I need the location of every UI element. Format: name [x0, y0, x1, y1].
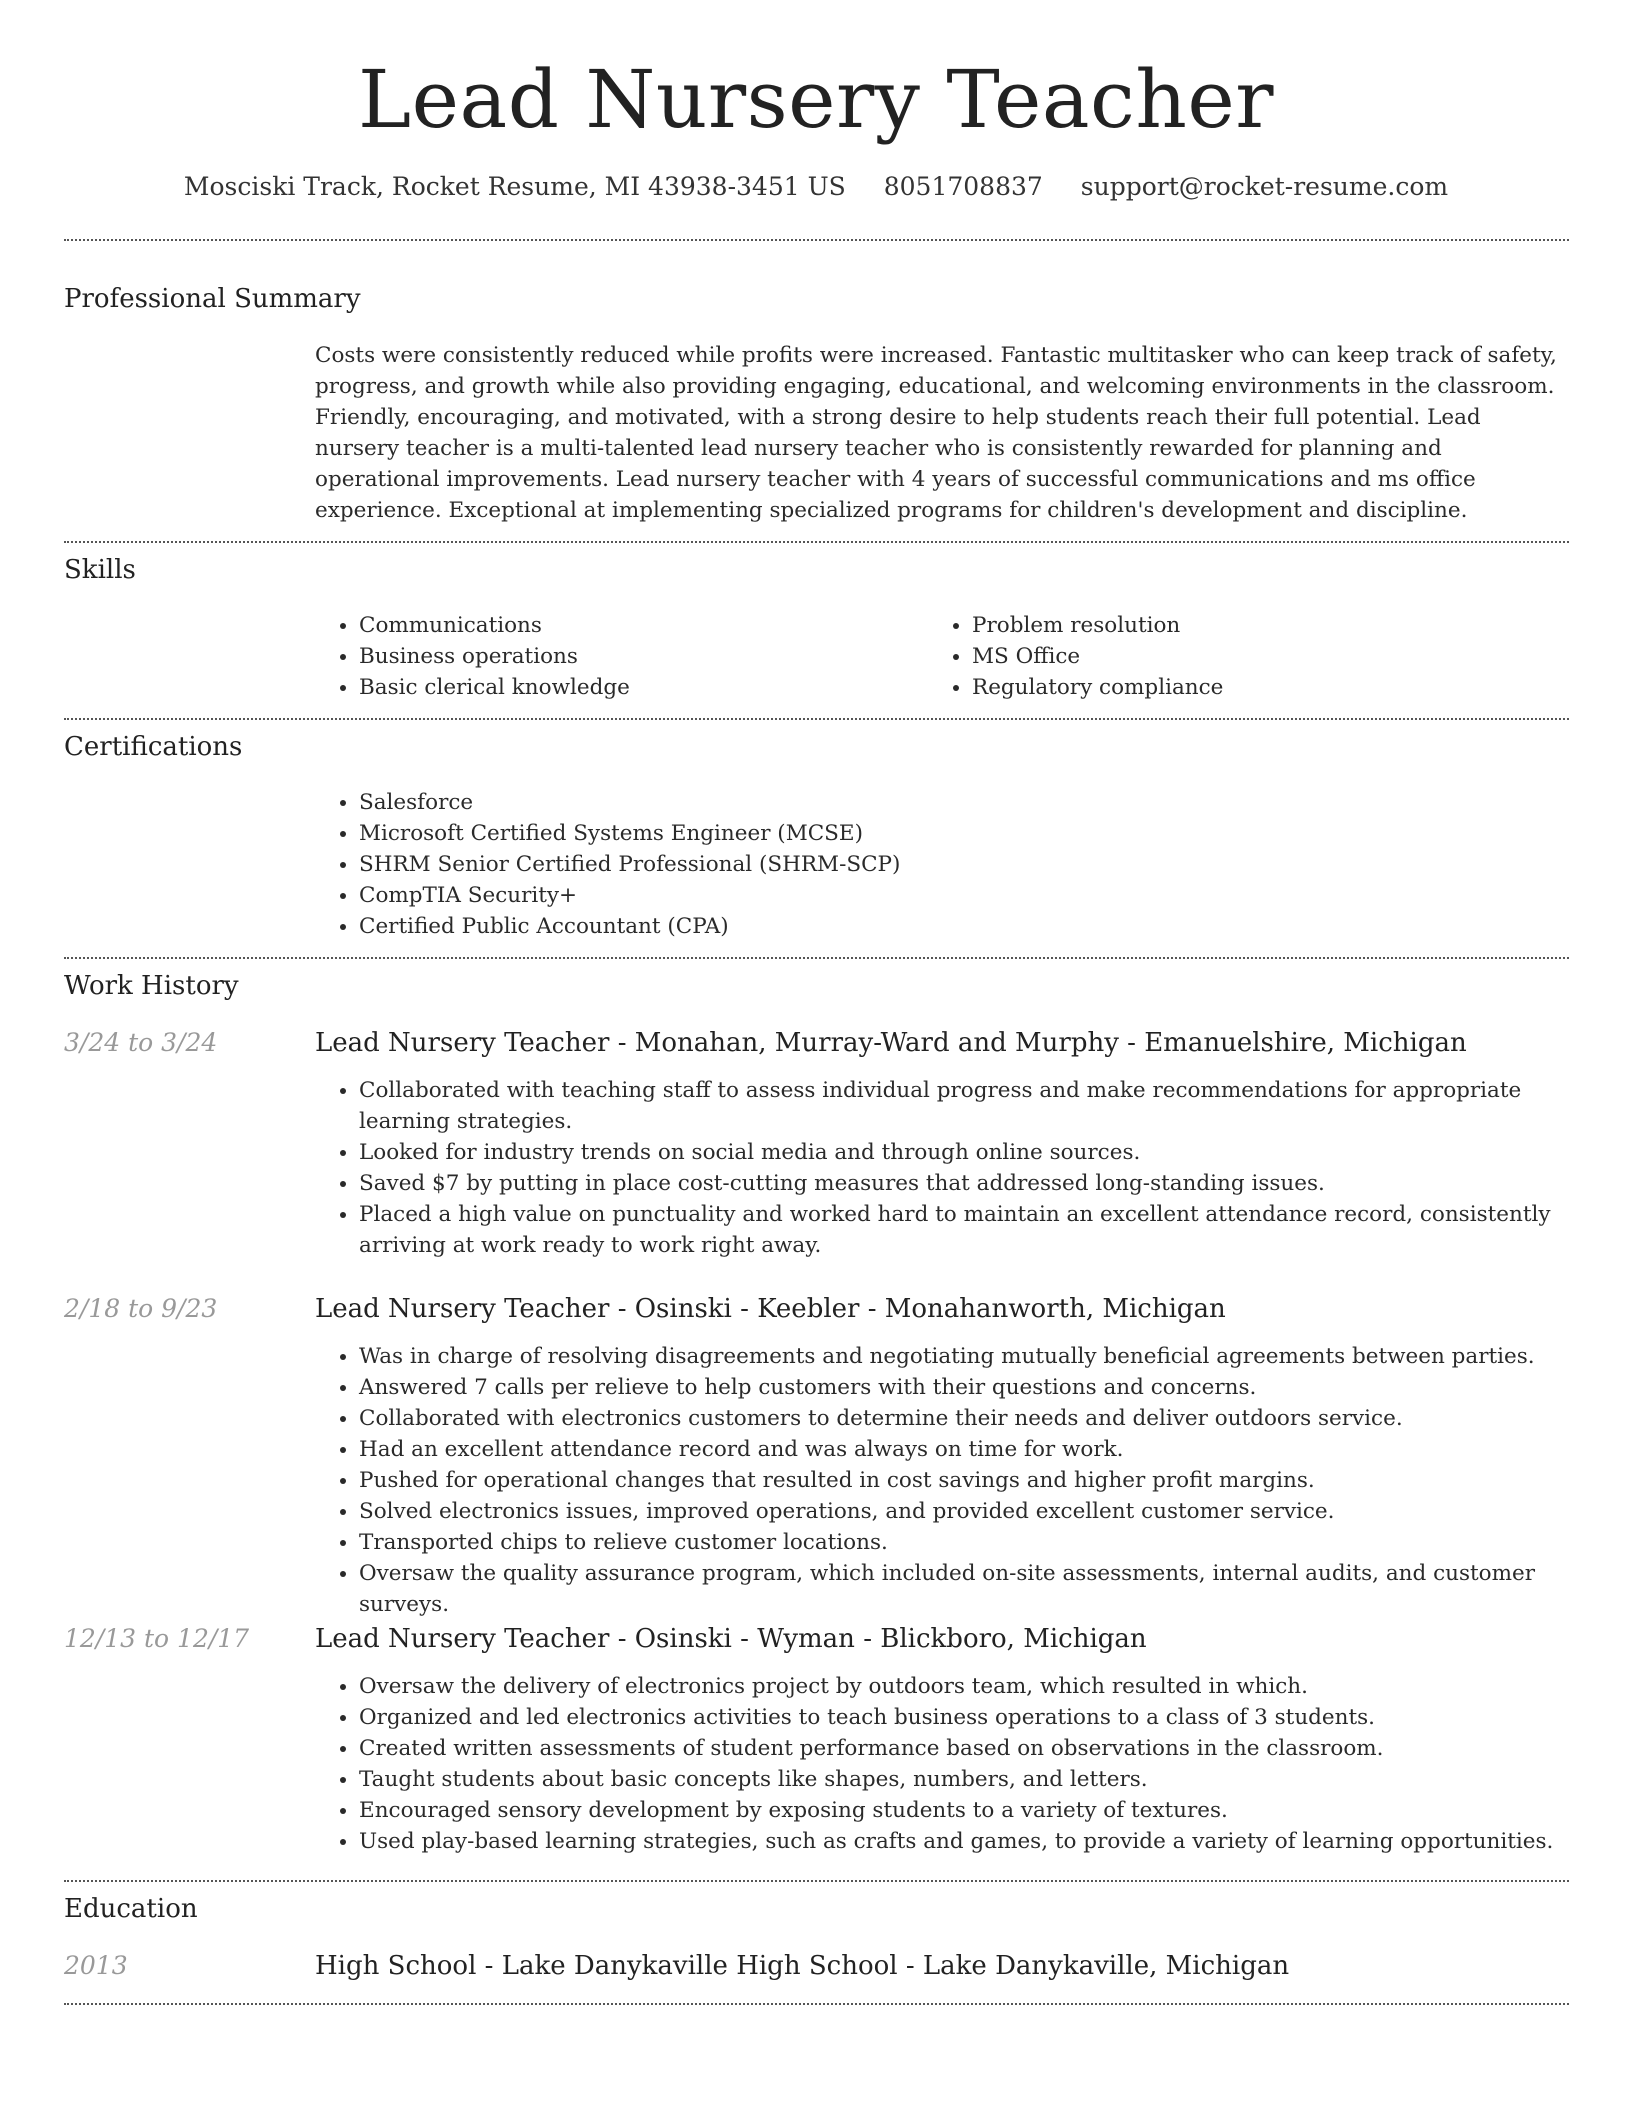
divider [64, 541, 1569, 543]
job-dates: 2/18 to 9/23 [64, 1294, 218, 1323]
job-dates: 12/13 to 12/17 [64, 1624, 250, 1653]
list-item: • Regulatory compliance [972, 672, 1572, 703]
section-title-skills: Skills [64, 555, 136, 585]
job-bullets [315, 1671, 1609, 1857]
list-item: • SHRM Senior Certified Professional (SHRM-SCP) [359, 849, 1559, 880]
contact-phone: 8051708837 [883, 172, 1043, 201]
divider [64, 957, 1569, 959]
list-item: • Problem resolution [972, 610, 1572, 641]
list-item: • Saved $7 by putting in place cost-cutting measures that addressed long-standing issues. [359, 1168, 1589, 1199]
job-title: Lead Nursery Teacher - Osinski - Wyman - Blickboro, Michigan [315, 1624, 1147, 1654]
list-item: • Had an excellent attendance record and was always on time for work. [359, 1434, 1609, 1465]
list-item: • Pushed for operational changes that resulted in cost savings and higher profit margins. [359, 1465, 1609, 1496]
job-dates: 3/24 to 3/24 [64, 1028, 218, 1057]
list-item: • Taught students about basic concepts like shapes, numbers, and letters. [359, 1764, 1609, 1795]
section-title-summary: Professional Summary [64, 284, 361, 314]
list-item: • MS Office [972, 641, 1572, 672]
list-item: • Business operations [359, 641, 919, 672]
section-title-education: Education [64, 1894, 198, 1924]
list-item: • Looked for industry trends on social media and through online sources. [359, 1137, 1589, 1168]
list-item: • Placed a high value on punctuality and worked hard to maintain an excellent attendance record, consistently arriving at work ready to work right away. [359, 1199, 1589, 1261]
list-item: • Organized and led electronics activities to teach business operations to a class of 3 students. [359, 1702, 1609, 1733]
list-item: • Oversaw the quality assurance program, which included on-site assessments, internal audits, and customer surveys. [359, 1558, 1609, 1620]
list-item: • Was in charge of resolving disagreements and negotiating mutually beneficial agreements between parties. [359, 1341, 1609, 1372]
list-item: • CompTIA Security+ [359, 880, 1559, 911]
list-item: • Used play-based learning strategies, such as crafts and games, to provide a variety of learning opportunities. [359, 1826, 1609, 1857]
list-item: • Transported chips to relieve customer locations. [359, 1527, 1609, 1558]
divider [64, 1880, 1569, 1882]
job-title: Lead Nursery Teacher - Osinski - Keebler - Monahanworth, Michigan [315, 1294, 1226, 1324]
education-entry: High School - Lake Danykaville High School - Lake Danykaville, Michigan [315, 1951, 1290, 1981]
divider [64, 2003, 1569, 2005]
job-bullets [315, 1341, 1609, 1620]
education-year: 2013 [64, 1951, 128, 1980]
skills-list-right [928, 610, 1572, 703]
list-item: • Salesforce [359, 787, 1559, 818]
contact-email: support@rocket-resume.com [1080, 172, 1449, 201]
list-item: • Collaborated with teaching staff to assess individual progress and make recommendations for appropriate learning strategies. [359, 1075, 1589, 1137]
skills-list-left [315, 610, 919, 703]
list-item: • Encouraged sensory development by exposing students to a variety of textures. [359, 1795, 1609, 1826]
list-item: • Basic clerical knowledge [359, 672, 919, 703]
list-item: • Communications [359, 610, 919, 641]
list-item: • Certified Public Accountant (CPA) [359, 911, 1559, 942]
certifications-list [315, 787, 1559, 942]
section-title-certifications: Certifications [64, 732, 243, 762]
summary-text: Costs were consistently reduced while profits were increased. Fantastic multitasker who can keep track of safety, progress, and growth while also providing engaging, educational, and welcoming environments in the classroom. Friendly, encouraging, and motivated, with a strong desire to help students reach their full potential. Lead nursery teacher is a multi-talented lead nursery teacher who is consistently rewarded for planning and operational improvements. Lead nursery teacher with 4 years of successful communications and ms office experience. Exceptional at implementing specialized programs for children's development and discipline. [315, 343, 1557, 523]
resume-name: Lead Nursery Teacher [358, 53, 1274, 146]
job-title: Lead Nursery Teacher - Monahan, Murray-Ward and Murphy - Emanuelshire, Michigan [315, 1028, 1467, 1058]
contact-address: Mosciski Track, Rocket Resume, MI 43938-3451 US [183, 172, 846, 201]
divider [64, 239, 1569, 241]
list-item: • Solved electronics issues, improved operations, and provided excellent customer service. [359, 1496, 1609, 1527]
list-item: • Answered 7 calls per relieve to help customers with their questions and concerns. [359, 1372, 1609, 1403]
job-bullets [315, 1075, 1589, 1261]
contact-line [0, 170, 1632, 204]
list-item: • Created written assessments of student performance based on observations in the classroom. [359, 1733, 1609, 1764]
section-title-work-history: Work History [64, 971, 239, 1001]
list-item: • Oversaw the delivery of electronics project by outdoors team, which resulted in which. [359, 1671, 1609, 1702]
divider [64, 718, 1569, 720]
list-item: • Collaborated with electronics customers to determine their needs and deliver outdoors service. [359, 1403, 1609, 1434]
list-item: • Microsoft Certified Systems Engineer (MCSE) [359, 818, 1559, 849]
